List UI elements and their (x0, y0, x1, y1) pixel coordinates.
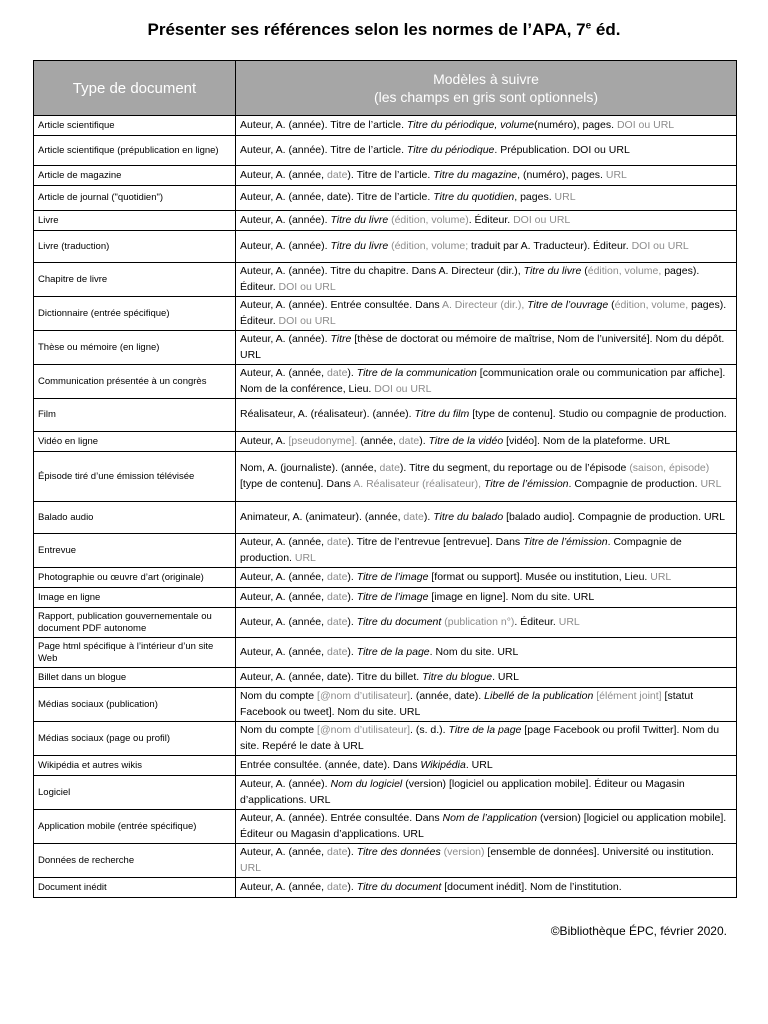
table-row (34, 297, 737, 331)
text-segment: . URL (492, 670, 519, 683)
italic-segment: Nom de l’application (442, 812, 538, 824)
citation-model-cell (236, 722, 737, 756)
document-type-cell: Balado audio (34, 502, 236, 534)
table-row (34, 668, 737, 688)
text-segment: ). (347, 880, 357, 893)
text-segment: ( (608, 299, 615, 311)
italic-segment: Titre du film (414, 408, 470, 421)
citation-model-cell (236, 186, 737, 211)
italic-segment: Titre de la communication (356, 367, 477, 379)
optional-field: [@nom d’utilisateur] (317, 724, 410, 736)
document-type-cell: Logiciel (34, 776, 236, 810)
table-row (34, 568, 737, 588)
table-row (34, 688, 737, 722)
text-segment: Auteur, A. (année). (240, 213, 331, 226)
table-row (34, 588, 737, 608)
italic-segment: Titre du périodique (406, 143, 495, 156)
table-row (34, 878, 737, 898)
table-row (34, 116, 737, 136)
document-type-cell: Thèse ou mémoire (en ligne) (34, 331, 236, 365)
optional-field: [élément joint] (596, 690, 662, 702)
table-row (34, 844, 737, 878)
document-type-cell: Dictionnaire (entrée spécifique) (34, 297, 236, 331)
citation-model-cell (236, 502, 737, 534)
citation-model-cell (236, 263, 737, 297)
text-segment: ). Titre du segment, du reportage ou de l’épisode (399, 462, 630, 474)
italic-segment: Titre du livre (330, 213, 389, 226)
italic-segment: Nom du logiciel (330, 778, 403, 790)
text-segment: pages). Éditeur. (240, 299, 727, 327)
text-segment: [format ou support]. Musée ou institution, Lieu. (428, 570, 651, 583)
citation-model-cell (236, 810, 737, 844)
optional-field: URL (554, 191, 576, 204)
optional-field: URL (294, 551, 316, 564)
text-segment: Animateur, A. (animateur). (année, (240, 510, 404, 523)
text-segment: . Éditeur. (514, 615, 559, 628)
optional-field: DOI ou URL (631, 239, 689, 252)
text-segment: Auteur, A. (année, date). Titre du billet. (240, 670, 423, 683)
document-type-cell: Application mobile (entrée spécifique) (34, 810, 236, 844)
citation-model-cell (236, 231, 737, 263)
optional-field: date (403, 510, 424, 523)
citation-model-cell (236, 756, 737, 776)
citation-model-cell (236, 638, 737, 668)
text-segment: [balado audio]. Compagnie de production. URL (503, 510, 725, 523)
citation-model-cell (236, 365, 737, 399)
text-segment: , (numéro), pages. (517, 168, 606, 181)
text-segment: . Prépublication. DOI ou URL (494, 143, 630, 156)
table-row (34, 166, 737, 186)
italic-segment: Titre du blogue (422, 670, 493, 683)
text-segment: Auteur, A. (année). Titre de l’article. (240, 118, 407, 131)
optional-field: [pseudonyme]. (288, 434, 358, 447)
text-segment: [page Facebook ou profil Twitter]. Nom du site. Repéré le date à URL (240, 724, 720, 752)
text-segment: ). Titre de l’article. (347, 168, 434, 181)
text-segment: ). (347, 615, 357, 628)
optional-field: date (326, 615, 348, 628)
text-segment: Auteur, A. (année, (240, 590, 327, 603)
optional-field: date (326, 367, 348, 379)
optional-field: date (326, 645, 348, 658)
optional-field: DOI ou URL (374, 382, 432, 395)
document-type-cell: Billet dans un blogue (34, 668, 236, 688)
optional-field: édition, volume, (614, 299, 689, 311)
table-row (34, 722, 737, 756)
italic-segment: Titre de l’émission (523, 536, 608, 548)
text-segment: (version) [logiciel ou application mobile]. Éditeur ou Magasin d’applications. URL (240, 812, 727, 840)
citation-model-cell (236, 116, 737, 136)
header-models-line1: Modèles à suivre (433, 71, 539, 87)
table-row (34, 534, 737, 568)
text-segment: [image en ligne]. Nom du site. URL (428, 590, 595, 603)
document-type-cell: Entrevue (34, 534, 236, 568)
text-segment: [communication orale ou communication par affiche]. Nom de la conférence, Lieu. (240, 367, 726, 395)
text-segment: Réalisateur, A. (réalisateur). (année). (240, 408, 415, 421)
document-type-cell: Communication présentée à un congrès (34, 365, 236, 399)
document-type-cell: Données de recherche (34, 844, 236, 878)
text-segment: (année, (357, 434, 399, 447)
table-row (34, 432, 737, 452)
italic-segment: Titre de l’image (356, 590, 429, 603)
text-segment: ). (419, 434, 429, 447)
optional-field: A. Réalisateur (réalisateur), (353, 477, 482, 490)
document-type-cell: Rapport, publication gouvernementale ou document PDF autonome (34, 608, 236, 638)
text-segment: ). Titre de l’entrevue [entrevue]. Dans (347, 536, 524, 548)
title-superscript: e (585, 20, 592, 32)
citation-model-cell (236, 297, 737, 331)
citation-model-cell (236, 588, 737, 608)
text-segment: Nom, A. (journaliste). (année, (240, 462, 380, 474)
italic-segment: Titre du document (356, 880, 442, 893)
italic-segment: Titre de l’image (356, 570, 429, 583)
document-type-cell: Médias sociaux (page ou profil) (34, 722, 236, 756)
text-segment: ). (347, 846, 357, 858)
citation-model-cell (236, 608, 737, 638)
italic-segment: Titre du livre (330, 239, 389, 252)
optional-field: date (326, 590, 348, 603)
citation-model-cell (236, 776, 737, 810)
title-text: Présenter ses références selon les normes de l’APA, 7 (147, 20, 586, 39)
table-row (34, 399, 737, 432)
table-row (34, 502, 737, 534)
optional-field: (édition, volume) (391, 213, 469, 226)
optional-field: A. Directeur (dir.), (441, 299, 525, 311)
optional-field: (saison, épisode) (629, 462, 710, 474)
text-segment: (version) [logiciel ou application mobile]. Éditeur ou Magasin d’applications. URL (240, 778, 685, 806)
citation-model-cell (236, 568, 737, 588)
document-type-cell: Article scientifique (34, 116, 236, 136)
document-type-cell: Livre (traduction) (34, 231, 236, 263)
text-segment: Auteur, A. (année). (240, 333, 331, 345)
table-body (34, 116, 737, 898)
table-row (34, 211, 737, 231)
text-segment: Auteur, A. (240, 434, 289, 447)
title-tail: éd. (591, 20, 621, 39)
text-segment: [type de contenu]. Dans (240, 477, 354, 490)
header-models-line2: (les champs en gris sont optionnels) (373, 89, 599, 105)
optional-field: URL (605, 168, 627, 181)
optional-field: date (326, 846, 348, 858)
citation-model-cell (236, 452, 737, 502)
citation-model-cell (236, 668, 737, 688)
optional-field: (publication n°) (444, 615, 515, 628)
text-segment: [statut Facebook ou tweet]. Nom du site. URL (240, 690, 694, 718)
text-segment: Auteur, A. (année). Titre de l’article. (240, 143, 407, 156)
table-row (34, 186, 737, 211)
text-segment: Auteur, A. (année, (240, 168, 327, 181)
table-row (34, 756, 737, 776)
text-segment: , pages. (514, 191, 555, 204)
optional-field: date (326, 880, 348, 893)
document-type-cell: Photographie ou œuvre d’art (originale) (34, 568, 236, 588)
citation-model-cell (236, 166, 737, 186)
table-row (34, 136, 737, 166)
italic-segment: Titre des données (356, 846, 441, 858)
citation-model-cell (236, 844, 737, 878)
text-segment: ). (347, 367, 357, 379)
optional-field: DOI ou URL (278, 314, 336, 327)
citation-model-cell (236, 211, 737, 231)
table-row (34, 331, 737, 365)
table-row (34, 810, 737, 844)
text-segment: [document inédit]. Nom de l’institution. (441, 880, 622, 893)
italic-segment: Titre du livre (523, 265, 582, 277)
table-row (34, 638, 737, 668)
text-segment: Auteur, A. (année, (240, 645, 327, 658)
text-segment: Auteur, A. (année, (240, 536, 327, 548)
text-segment: ). (347, 645, 357, 658)
text-segment: Auteur, A. (année, (240, 846, 327, 858)
citation-model-cell (236, 136, 737, 166)
optional-field: DOI ou URL (513, 213, 571, 226)
table-row (34, 452, 737, 502)
table-row (34, 231, 737, 263)
optional-field: URL (700, 477, 722, 490)
text-segment: Nom du compte (240, 690, 318, 702)
table-row (34, 365, 737, 399)
document-type-cell: Livre (34, 211, 236, 231)
document-type-cell: Film (34, 399, 236, 432)
text-segment: ). (347, 570, 357, 583)
italic-segment: Wikipédia (420, 758, 466, 771)
optional-field: date (398, 434, 420, 447)
text-segment: . Nom du site. URL (429, 645, 519, 658)
citation-model-cell (236, 331, 737, 365)
italic-segment: Titre de la page (356, 645, 430, 658)
optional-field: URL (240, 861, 262, 874)
optional-field: URL (650, 570, 672, 583)
optional-field: date (326, 168, 348, 181)
text-segment: Auteur, A. (année). (240, 239, 331, 252)
italic-segment: Titre du périodique, volume (406, 118, 535, 131)
text-segment: . Compagnie de production. (240, 536, 682, 564)
text-segment: . Éditeur. (468, 213, 514, 226)
text-segment: Auteur, A. (année, date). Titre de l’article. (240, 191, 434, 204)
document-type-cell: Page html spécifique à l’intérieur d’un site Web (34, 638, 236, 668)
text-segment: Auteur, A. (année). (240, 778, 331, 790)
text-segment: Entrée consultée. (année, date). Dans (240, 758, 421, 771)
text-segment: ( (581, 265, 588, 277)
optional-field: URL (558, 615, 580, 628)
table-row (34, 263, 737, 297)
italic-segment: Titre (330, 333, 352, 345)
optional-field: date (379, 462, 400, 474)
italic-segment: Titre de la vidéo (428, 434, 504, 447)
citation-model-cell (236, 432, 737, 452)
italic-segment: Titre du document (356, 615, 442, 628)
text-segment: Auteur, A. (année, (240, 570, 327, 583)
text-segment: . (année, date). (410, 690, 485, 702)
citation-model-cell (236, 399, 737, 432)
copyright-footer: ©Bibliothèque ÉPC, février 2020. (550, 924, 727, 938)
document-type-cell: Image en ligne (34, 588, 236, 608)
optional-field: (édition, volume; (391, 239, 469, 252)
references-table (33, 60, 737, 898)
text-segment: Auteur, A. (année). Entrée consultée. Dans (240, 299, 442, 311)
document-type-cell: Médias sociaux (publication) (34, 688, 236, 722)
optional-field: DOI ou URL (278, 280, 336, 293)
citation-model-cell (236, 534, 737, 568)
document-type-cell: Article scientifique (prépublication en ligne) (34, 136, 236, 166)
text-segment: pages). Éditeur. (240, 265, 700, 293)
italic-segment: Titre du magazine (433, 168, 518, 181)
document-type-cell: Chapitre de livre (34, 263, 236, 297)
italic-segment: Titre du quotidien (433, 191, 515, 204)
text-segment: Auteur, A. (année). Entrée consultée. Dans (240, 812, 443, 824)
citation-model-cell (236, 688, 737, 722)
header-models (236, 61, 737, 116)
document-type-cell: Article de magazine (34, 166, 236, 186)
document-type-cell: Article de journal ("quotidien") (34, 186, 236, 211)
citation-model-cell (236, 878, 737, 898)
italic-segment: Titre de l’ouvrage (527, 299, 609, 311)
optional-field: date (326, 536, 348, 548)
document-type-cell: Document inédit (34, 878, 236, 898)
document-type-cell: Vidéo en ligne (34, 432, 236, 452)
italic-segment: Titre du balado (433, 510, 504, 523)
optional-field: édition, volume, (587, 265, 662, 277)
optional-field: [@nom d’utilisateur] (317, 690, 410, 702)
text-segment: [ensemble de données]. Université ou institution. (484, 846, 714, 858)
text-segment: traduit par A. Traducteur). Éditeur. (468, 239, 632, 252)
page-title (0, 20, 768, 40)
text-segment: . (s. d.). (410, 724, 449, 736)
header-document-type: Type de document (34, 61, 236, 116)
text-segment: Auteur, A. (année, (240, 367, 327, 379)
text-segment: (numéro), pages. (534, 118, 617, 131)
table-row (34, 608, 737, 638)
optional-field: DOI ou URL (616, 118, 675, 131)
text-segment: [thèse de doctorat ou mémoire de maîtrise, Nom de l’université]. Nom du dépôt. URL (240, 333, 725, 361)
text-segment: Nom du compte (240, 724, 318, 736)
document-type-cell: Épisode tiré d’une émission télévisée (34, 452, 236, 502)
text-segment: Auteur, A. (année). Titre du chapitre. Dans A. Directeur (dir.), (240, 265, 524, 277)
text-segment: [type de contenu]. Studio ou compagnie de production. (469, 408, 727, 421)
text-segment: Auteur, A. (année, (240, 615, 327, 628)
text-segment: ). (347, 590, 357, 603)
text-segment: ). (423, 510, 434, 523)
document-type-cell: Wikipédia et autres wikis (34, 756, 236, 776)
italic-segment: Titre de l’émission (483, 477, 569, 490)
table-row (34, 776, 737, 810)
optional-field: date (326, 570, 348, 583)
table-header-row (34, 61, 737, 116)
italic-segment: Libellé de la publication (484, 690, 594, 702)
text-segment: . Compagnie de production. (568, 477, 701, 490)
text-segment: . URL (465, 758, 493, 771)
text-segment: Auteur, A. (année, (240, 880, 327, 893)
optional-field: (version) (443, 846, 485, 858)
italic-segment: Titre de la page (448, 724, 522, 736)
text-segment: [vidéo]. Nom de la plateforme. URL (503, 434, 671, 447)
